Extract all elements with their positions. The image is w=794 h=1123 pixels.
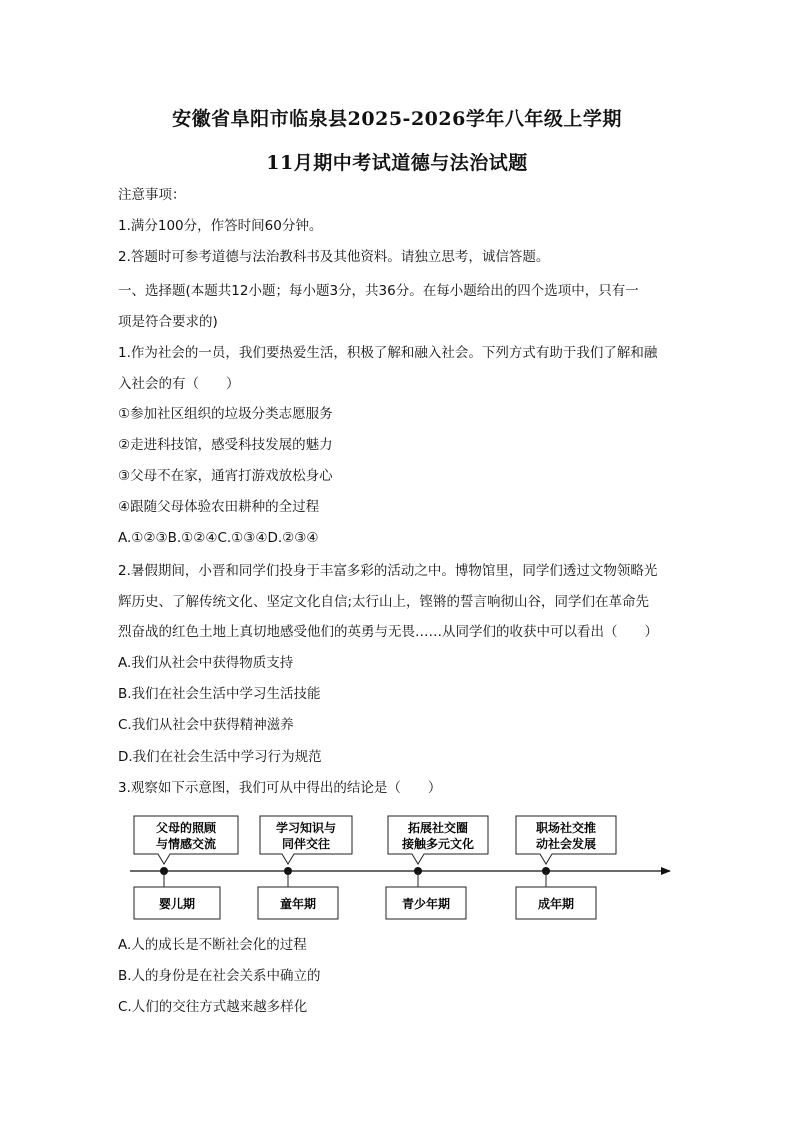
- stage-label-childhood: 童年期: [279, 897, 317, 911]
- q1-statement-1: ①参加社区组织的垃圾分类志愿服务: [118, 406, 333, 422]
- notes-heading: 注意事项：: [118, 187, 186, 203]
- callout-box-2-line2: 同伴交往: [281, 837, 331, 851]
- q2-stem-line2: 辉历史、了解传统文化、坚定文化自信;太行山上，铿锵的誓言响彻山谷，同学们在革命先: [118, 594, 650, 610]
- callout-box-3-line1: 拓展社交圈: [407, 821, 469, 835]
- stage-label-adolescence: 青少年期: [401, 897, 451, 911]
- timeline-point-1: [160, 867, 168, 887]
- callout-box-2: [260, 816, 352, 864]
- q1-stem-line1: 1.作为社会的一员，我们要热爱生活，积极了解和融入社会。下列方式有助于我们了解和融: [118, 345, 658, 361]
- q1-statement-3: ③父母不在家，通宵打游戏放松身心: [118, 468, 333, 484]
- q1-statement-2: ②走进科技馆，感受科技发展的魅力: [118, 437, 333, 453]
- q3-option-a: A.人的成长是不断社会化的过程: [118, 937, 307, 953]
- stage-box-adolescence: [386, 887, 466, 919]
- callout-box-4-line1: 职场社交推: [535, 821, 597, 835]
- callout-box-1-line2: 与情感交流: [155, 837, 217, 851]
- timeline-point-4: [542, 867, 550, 887]
- stage-box-infancy: [134, 887, 220, 919]
- stage-box-childhood: [258, 887, 338, 919]
- exam-title-line1: 安徽省阜阳市临泉县2025-2026学年八年级上学期: [172, 108, 622, 130]
- stage-box-adulthood: [516, 887, 596, 919]
- section1-intro-line2: 项是符合要求的): [118, 314, 218, 330]
- q2-option-c: C.我们从社会中获得精神滋养: [118, 717, 294, 733]
- callout-box-4: [516, 816, 616, 864]
- notes-item-1: 1.满分100分，作答时间60分钟。: [118, 218, 323, 234]
- callout-box-4-line2: 动社会发展: [535, 837, 597, 851]
- q3-stem: 3.观察如下示意图，我们可从中得出的结论是（ ）: [118, 780, 442, 796]
- q1-stem-line2: 入社会的有（ ）: [118, 376, 240, 392]
- q2-stem-line3: 烈奋战的红色土地上真切地感受他们的英勇与无畏……从同学们的收获中可以看出（ ）: [118, 624, 658, 640]
- callout-box-3-line2: 接触多元文化: [401, 837, 475, 851]
- stage-label-adulthood: 成年期: [537, 897, 575, 911]
- callout-box-3: [388, 816, 488, 864]
- callout-box-1: [134, 816, 238, 864]
- notes-item-2: 2.答题时可参考道德与法治教科书及其他资料。请独立思考，诚信答题。: [118, 249, 550, 265]
- q2-stem-line1: 2.暑假期间，小晋和同学们投身于丰富多彩的活动之中。博物馆里，同学们透过文物领略光: [118, 563, 658, 579]
- q3-option-c: C.人们的交往方式越来越多样化: [118, 999, 308, 1015]
- q3-option-b: B.人的身份是在社会关系中确立的: [118, 968, 321, 984]
- stage-label-infancy: 婴儿期: [158, 897, 196, 911]
- exam-title-line2: 11月期中考试道德与法治试题: [266, 152, 528, 174]
- timeline-point-3: [414, 867, 422, 887]
- q2-option-b: B.我们在社会生活中学习生活技能: [118, 686, 321, 702]
- q2-option-d: D.我们在社会生活中学习行为规范: [118, 749, 322, 765]
- q1-options: A.①②③B.①②④C.①③④D.②③④: [118, 530, 319, 546]
- callout-box-1-line1: 父母的照顾: [155, 821, 217, 835]
- callout-box-2-line1: 学习知识与: [275, 821, 337, 835]
- socialization-timeline-diagram: [118, 808, 678, 928]
- section1-intro-line1: 一、选择题(本题共12小题；每小题3分，共36分。在每小题给出的四个选项中，只有一: [118, 283, 639, 299]
- q2-option-a: A.我们从社会中获得物质支持: [118, 655, 294, 671]
- timeline-point-2: [284, 867, 292, 887]
- q1-statement-4: ④跟随父母体验农田耕种的全过程: [118, 499, 320, 515]
